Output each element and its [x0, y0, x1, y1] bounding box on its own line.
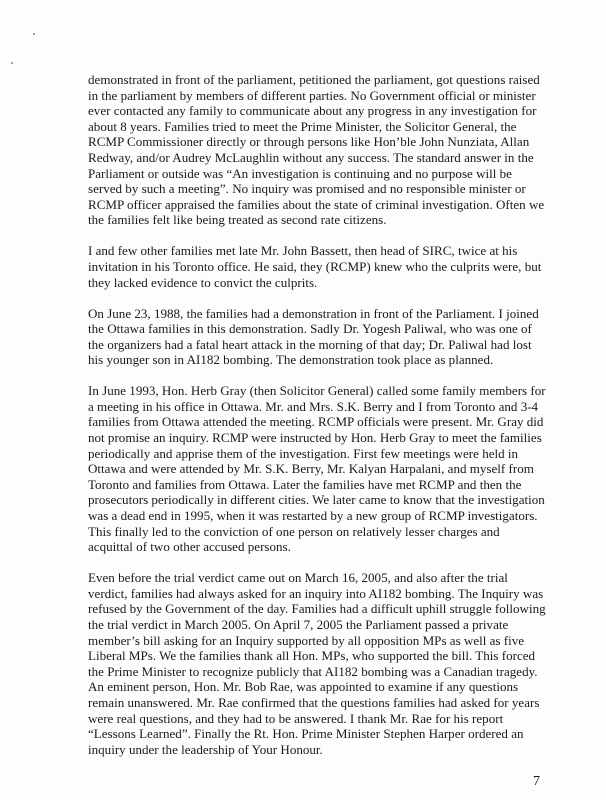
paragraph-1993-gray-meeting: In June 1993, Hon. Herb Gray (then Solicitor General) called some family members for a meeting in his office in Ottawa. Mr. and Mrs. S.K. Berry and I from Toronto and 3-4 families from Ottawa attended the meeting. RCMP officials were present. Mr. Gray did not promise an inquiry. RCMP were instructed by Hon. Herb Gray to meet the families periodically and apprise them of the investigation. First few meetings were held in Ottawa and were attended by Mr. S.K. Berry, Mr. Kalyan Harpalani, and myself from Toronto and families from Ottawa. Later the families have met RCMP and then the prosecutors periodically in different cities. We later came to know that the investigation was a dead end in 1995, when it was restarted by a new group of RCMP investigators. This finally led to the conviction of one person on relatively lesser charges and acquittal of two other accused persons. [88, 383, 546, 555]
paragraph-inquiry-request: Even before the trial verdict came out on March 16, 2005, and also after the trial verdict, families had always asked for an inquiry into AI182 bombing. The Inquiry was refused by the Government of the day. Families had a difficult uphill struggle following the trial verdict in March 2005. On April 7, 2005 the Parliament passed a private member’s bill asking for an Inquiry supported by all opposition MPs as well as five Liberal MPs. We the families thank all Hon. MPs, who supported the bill. This forced the Prime Minister to recognize publicly that AI182 bombing was a Canadian tragedy. An eminent person, Hon. Mr. Bob Rae, was appointed to examine if any questions remain unanswered. Mr. Rae confirmed that the questions families had asked for years were real questions, and they had to be answered. I thank Mr. Rae for his report “Lessons Learned”. Finally the Rt. Hon. Prime Minister Stephen Harper ordered an inquiry under the leadership of Your Honour. [88, 570, 546, 757]
paragraph-bassett-meeting: I and few other families met late Mr. John Bassett, then head of SIRC, twice at his invitation in his Toronto office. He said, they (RCMP) knew who the culprits were, but they lacked evidence to convict the culprits. [88, 243, 542, 290]
page-number: 7 [533, 774, 540, 789]
document-body [88, 72, 546, 773]
paragraph-parliament-petition: demonstrated in front of the parliament, petitioned the parliament, got questions raised in the parliament by members of different parties. No Government official or minister ever contacted any family to communicate about any progress in any investigation for about 8 years. Families tried to meet the Prime Minister, the Solicitor General, the RCMP Commissioner directly or through persons like Hon’ble John Nunziata, Allan Redway, and/or Audrey McLaughlin without any success. The standard answer in the Parliament or outside was “An investigation is continuing and no purpose will be served by such a meeting”. No inquiry was promised and no responsible minister or RCMP officer appraised the families about the state of criminal investigation. Often we the families felt like being treated as second rate citizens. [88, 72, 545, 228]
scan-speck [11, 62, 13, 64]
scan-speck [33, 33, 35, 35]
paragraph-1988-demonstration: On June 23, 1988, the families had a demonstration in front of the Parliament. I joined the Ottawa families in this demonstration. Sadly Dr. Yogesh Paliwal, who was one of the organizers had a fatal heart attack in the morning of that day; Dr. Paliwal had lost his younger son in AI182 bombing. The demonstration took place as planned. [88, 305, 539, 368]
